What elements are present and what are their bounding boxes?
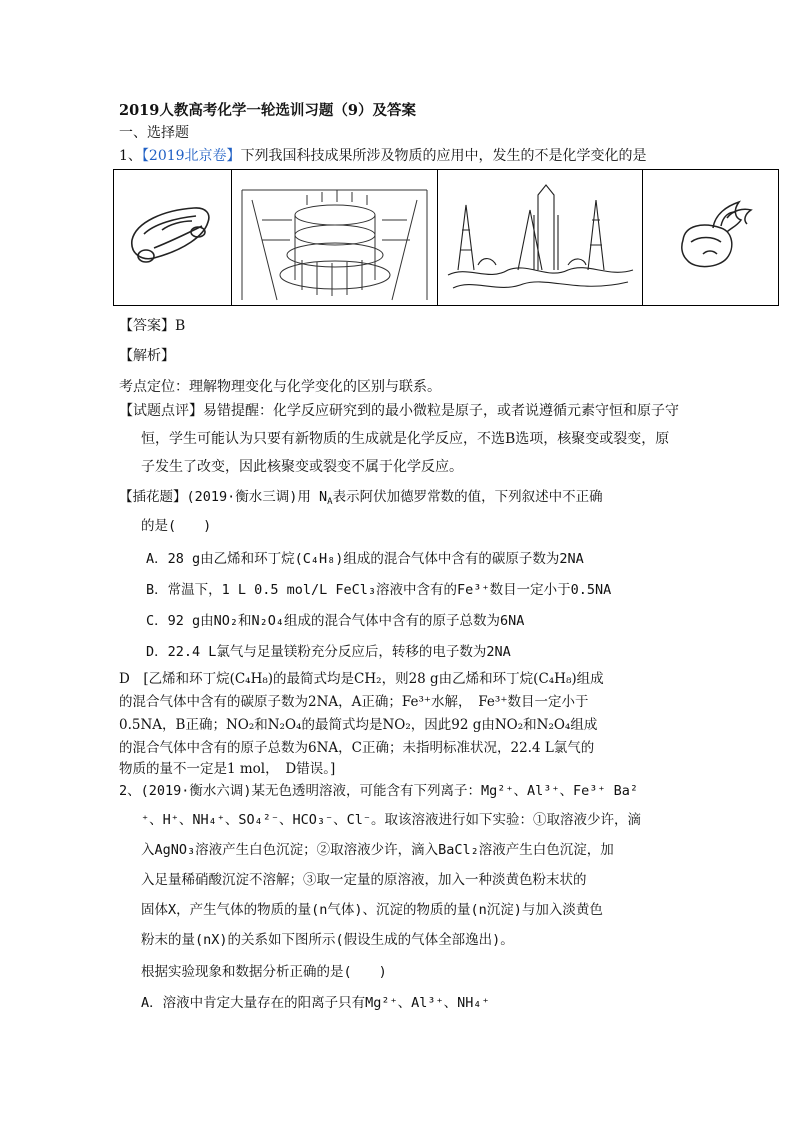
insert-explanation-line-1: D [乙烯和环丁烷(C₄H₈)的最简式均是CH₂，则28 g由乙烯和环丁烷(C₄H₈)组成 [119, 671, 604, 687]
question-2-line-2: ⁺、H⁺、NH₄⁺、SO₄²⁻、HCO₃⁻、Cl⁻。取该溶液进行如下实验：①取溶液少许，滴 [141, 812, 642, 828]
burning-fuel-icon [643, 170, 778, 305]
nuclear-reactor-icon [232, 170, 437, 305]
image-table [113, 169, 779, 306]
comment-line-2: 恒，学生可能认为只要有新物质的生成就是化学反应，不选B选项，核聚变或裂变，原 [141, 431, 670, 447]
comment-line-1: 【试题点评】易错提醒：化学反应研究到的最小微粒是原子，或者说遵循元素守恒和原子守 [119, 403, 679, 419]
question-1-stem [119, 145, 647, 165]
insert-stem-part-b: 表示阿伏加德罗常数的值，下列叙述中不正确 [332, 489, 603, 505]
question-2-line-4: 入足量稀硝酸沉淀不溶解；③取一定量的原溶液，加入一种淡黄色粉末状的 [141, 872, 587, 888]
insert-option-d: D．22.4 L氯气与足量镁粉充分反应后，转移的电子数为2NA [146, 644, 511, 660]
question-2-option-a: A．溶液中肯定大量存在的阳离子只有Mg²⁺、Al³⁺、NH₄⁺ [141, 995, 490, 1011]
insert-option-b: B．常温下，1 L 0.5 mol/L FeCl₃溶液中含有的Fe³⁺数目一定小于0.5NA [146, 582, 612, 598]
insert-option-c: C．92 g由NO₂和N₂O₄组成的混合气体中含有的原子总数为6NA [146, 613, 525, 629]
insert-explanation-line-4: 的混合气体中含有的原子总数为6NA，C正确；未指明标准状况，22.4 L氯气的 [119, 740, 595, 756]
insert-option-a: A．28 g由乙烯和环丁烷(C₄H₈)组成的混合气体中含有的碳原子数为2NA [146, 551, 584, 567]
insert-question-stem [119, 485, 603, 507]
question-text: 下列我国科技成果所涉及物质的应用中，发生的不是化学变化的是 [240, 148, 647, 164]
question-number: 1、 [119, 148, 142, 164]
section-heading: 一、选择题 [119, 125, 189, 141]
answer-line: 【答案】B [119, 318, 186, 334]
document-title: 2019人教高考化学一轮选训习题（9）及答案 [119, 102, 416, 119]
question-2-line-6: 粉末的量(nX)的关系如下图所示(假设生成的气体全部逸出)。 [141, 932, 514, 948]
question-2-line-7: 根据实验现象和数据分析正确的是( ) [141, 964, 387, 980]
question-2-line-3: 入AgNO₃溶液产生白色沉淀；②取溶液少许，滴入BaCl₂溶液产生白色沉淀，加 [141, 842, 614, 858]
insert-question-stem-line-2: 的是( ) [141, 518, 212, 534]
question-2-line-5: 固体X，产生气体的物质的量(n气体)、沉淀的物质的量(n沉淀)与加入淡黄色 [141, 902, 603, 918]
insert-stem-part-a: 【插花题】(2019·衡水三调)用 N [119, 489, 328, 505]
source-tag: 【2019北京卷】 [141, 148, 241, 164]
question-2-line-1: 2、(2019·衡水六调)某无色透明溶液，可能含有下列离子：Mg²⁺、Al³⁺、Fe³⁺ Ba² [119, 783, 639, 799]
insert-explanation-line-2: 的混合气体中含有的碳原子数为2NA，A正确；Fe³⁺水解， Fe³⁺数目一定小于 [119, 694, 589, 710]
comment-line-3: 子发生了改变，因此核聚变或裂变不属于化学反应。 [141, 459, 463, 475]
insert-stem-subscript: A [327, 497, 333, 507]
analysis-label: 【解析】 [119, 348, 175, 364]
knowledge-point: 考点定位：理解物理变化与化学变化的区别与联系。 [119, 379, 441, 395]
hydrogen-car-icon [114, 170, 232, 305]
insert-explanation-line-3: 0.5NA，B正确；NO₂和N₂O₄的最简式均是NO₂，因此92 g由NO₂和N₂O₄组成 [119, 717, 598, 733]
insert-explanation-line-5: 物质的量不一定是1 mol， D错误。] [119, 761, 336, 777]
rocket-launch-icon [438, 170, 643, 305]
